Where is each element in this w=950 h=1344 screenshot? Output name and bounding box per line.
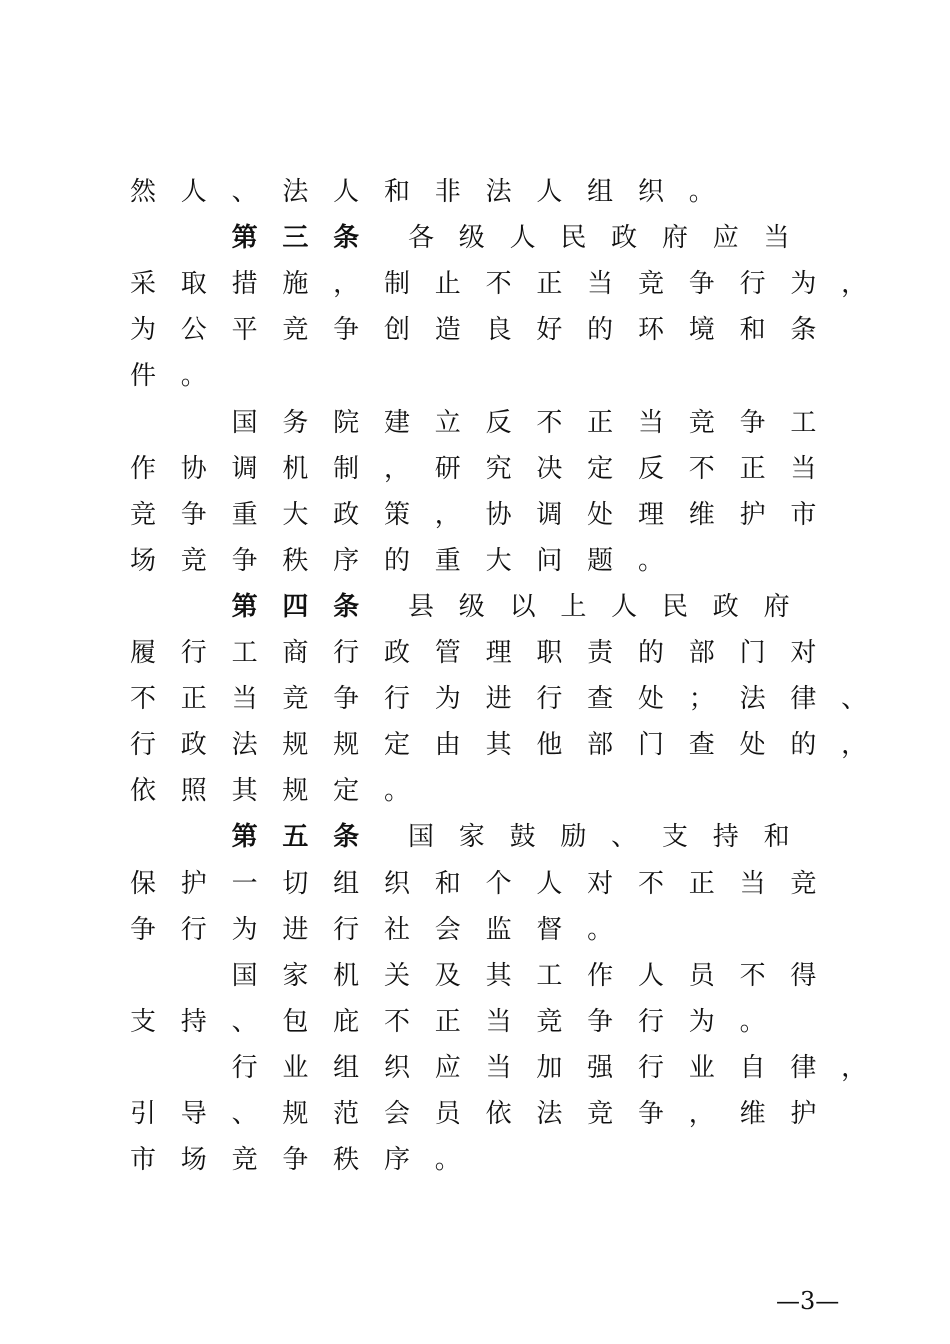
article-4-heading-line: 第 四 条 县 级 以 上 人 民 政 府	[231, 591, 790, 622]
text-line-17: 争 行 为 进 行 社 会 监 督 。	[129, 914, 614, 945]
text-line-11: 履 行 工 商 行 政 管 理 职 责 的 部 门 对	[129, 638, 817, 668]
text-line-04: 为 公 平 竞 争 创 造 良 好 的 环 境 和 条	[129, 315, 817, 346]
text-line-13: 行 政 法 规 规 定 由 其 他 部 门 查 处 的 ，	[129, 730, 868, 761]
page-number: —3—	[776, 1287, 840, 1315]
text-line-05: 件 。	[129, 361, 207, 392]
text-line-19: 支 持 、 包 庇 不 正 当 竞 争 行 为 。	[129, 1006, 766, 1037]
text-line-07: 作 协 调 机 制 ， 研 究 决 定 反 不 正 当	[129, 453, 817, 484]
article-3-heading-line: 第 三 条 各 级 人 民 政 府 应 当	[231, 223, 790, 254]
text-line-20: 行 业 组 织 应 当 加 强 行 业 自 律 ，	[231, 1052, 868, 1083]
text-line-18: 国 家 机 关 及 其 工 作 人 员 不 得	[231, 960, 817, 991]
text-line-12: 不 正 当 竞 争 行 为 进 行 查 处 ； 法 律 、	[129, 684, 868, 715]
text-line-03: 采 取 措 施 ， 制 止 不 正 当 竞 争 行 为 ，	[129, 269, 868, 300]
text-line-09: 场 竞 争 秩 序 的 重 大 问 题 。	[129, 545, 664, 576]
text-line-21: 引 导 、 规 范 会 员 依 法 竞 争 ， 维 护	[129, 1099, 817, 1129]
article-5-heading-line: 第 五 条 国 家 鼓 励 、 支 持 和	[231, 822, 790, 853]
text-line-01: 然 人 、 法 人 和 非 法 人 组 织 。	[129, 177, 715, 207]
text-line-06: 国 务 院 建 立 反 不 正 当 竞 争 工	[231, 407, 817, 438]
text-line-16: 保 护 一 切 组 织 和 个 人 对 不 正 当 竞	[129, 868, 817, 899]
text-line-08: 竞 争 重 大 政 策 ， 协 调 处 理 维 护 市	[129, 499, 817, 530]
text-line-22: 市 场 竞 争 秩 序 。	[129, 1145, 461, 1176]
text-line-14: 依 照 其 规 定 。	[129, 776, 410, 807]
